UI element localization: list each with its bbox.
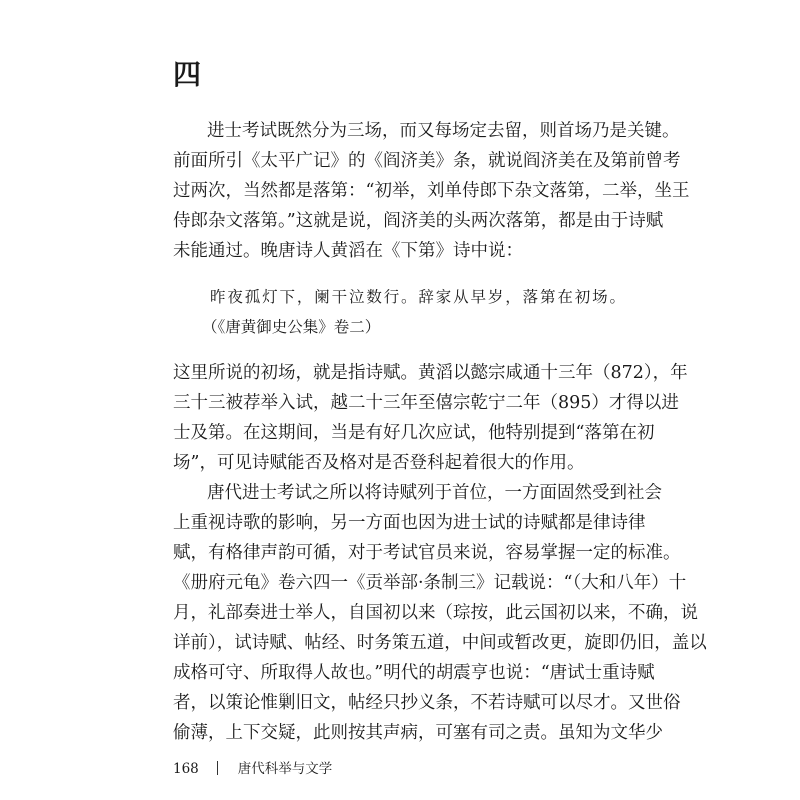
paragraph-1-line-5: 未能通过。晚唐诗人黄滔在《下第》诗中说： — [173, 241, 523, 261]
paragraph-3-line-7: 成格可守、所取得人故也。”明代的胡震亨也说：“唐试士重诗赋 — [173, 663, 655, 683]
poem-source: （《唐黄御史公集》卷二） — [202, 318, 381, 336]
page-footer — [173, 760, 332, 778]
paragraph-1-line-3: 过两次，当然都是落第：“初举，刘单侍郎下杂文落第，二举，坐王 — [173, 181, 690, 201]
chapter-number: 四 — [173, 58, 202, 91]
paragraph-3-line-3: 赋，有格律声韵可循，对于考试官员来说，容易掌握一定的标准。 — [173, 543, 681, 563]
paragraph-3-line-2: 上重视诗歌的影响，另一方面也因为进士试的诗赋都是律诗律 — [173, 513, 646, 533]
paragraph-1-line-4: 侍郎杂文落第。”这就是说，阎济美的头两次落第，都是由于诗赋 — [173, 211, 664, 231]
paragraph-2-line-3: 士及第。在这期间，当是有好几次应试，他特别提到“落第在初 — [173, 423, 655, 443]
paragraph-2-line-1: 这里所说的初场，就是指诗赋。黄滔以懿宗咸通十三年（872），年 — [173, 363, 688, 383]
paragraph-3-line-4: 《册府元龟》卷六四一《贡举部·条制三》记载说：“（大和八年）十 — [173, 573, 687, 593]
paragraph-3-line-5: 月，礼部奏进士举人，自国初以来（琮按，此云国初以来，不确，说 — [173, 603, 698, 623]
paragraph-3-line-6: 详前），试诗赋、帖经、时务策五道，中间或暂改更，旋即仍旧，盖以 — [173, 633, 707, 653]
paragraph-1-line-1: 进士考试既然分为三场，而又每场定去留，则首场乃是关键。 — [207, 121, 680, 141]
paragraph-2-line-4: 场”，可见诗赋能否及格对是否登科起着很大的作用。 — [173, 453, 585, 473]
paragraph-3-line-8: 者，以策论惟剿旧文，帖经只抄义条，不若诗赋可以尽才。又世俗 — [173, 693, 681, 713]
paragraph-2-line-2: 三十三被荐举入试，越二十三年至僖宗乾宁二年（895）才得以进 — [173, 393, 679, 413]
paragraph-1-line-2: 前面所引《太平广记》的《阎济美》条，就说阎济美在及第前曾考 — [173, 151, 681, 171]
poem-quote: 昨夜孤灯下，阑干泣数行。辞家从早岁，落第在初场。 — [210, 288, 625, 306]
paragraph-3-line-1: 唐代进士考试之所以将诗赋列于首位，一方面固然受到社会 — [207, 483, 662, 503]
paragraph-3-line-9: 偷薄，上下交疑，此则按其声病，可塞有司之责。虽知为文华少 — [173, 723, 663, 743]
page-number: 168 — [173, 761, 199, 777]
book-title: 唐代科举与文学 — [237, 761, 333, 777]
footer-divider — [217, 761, 218, 775]
